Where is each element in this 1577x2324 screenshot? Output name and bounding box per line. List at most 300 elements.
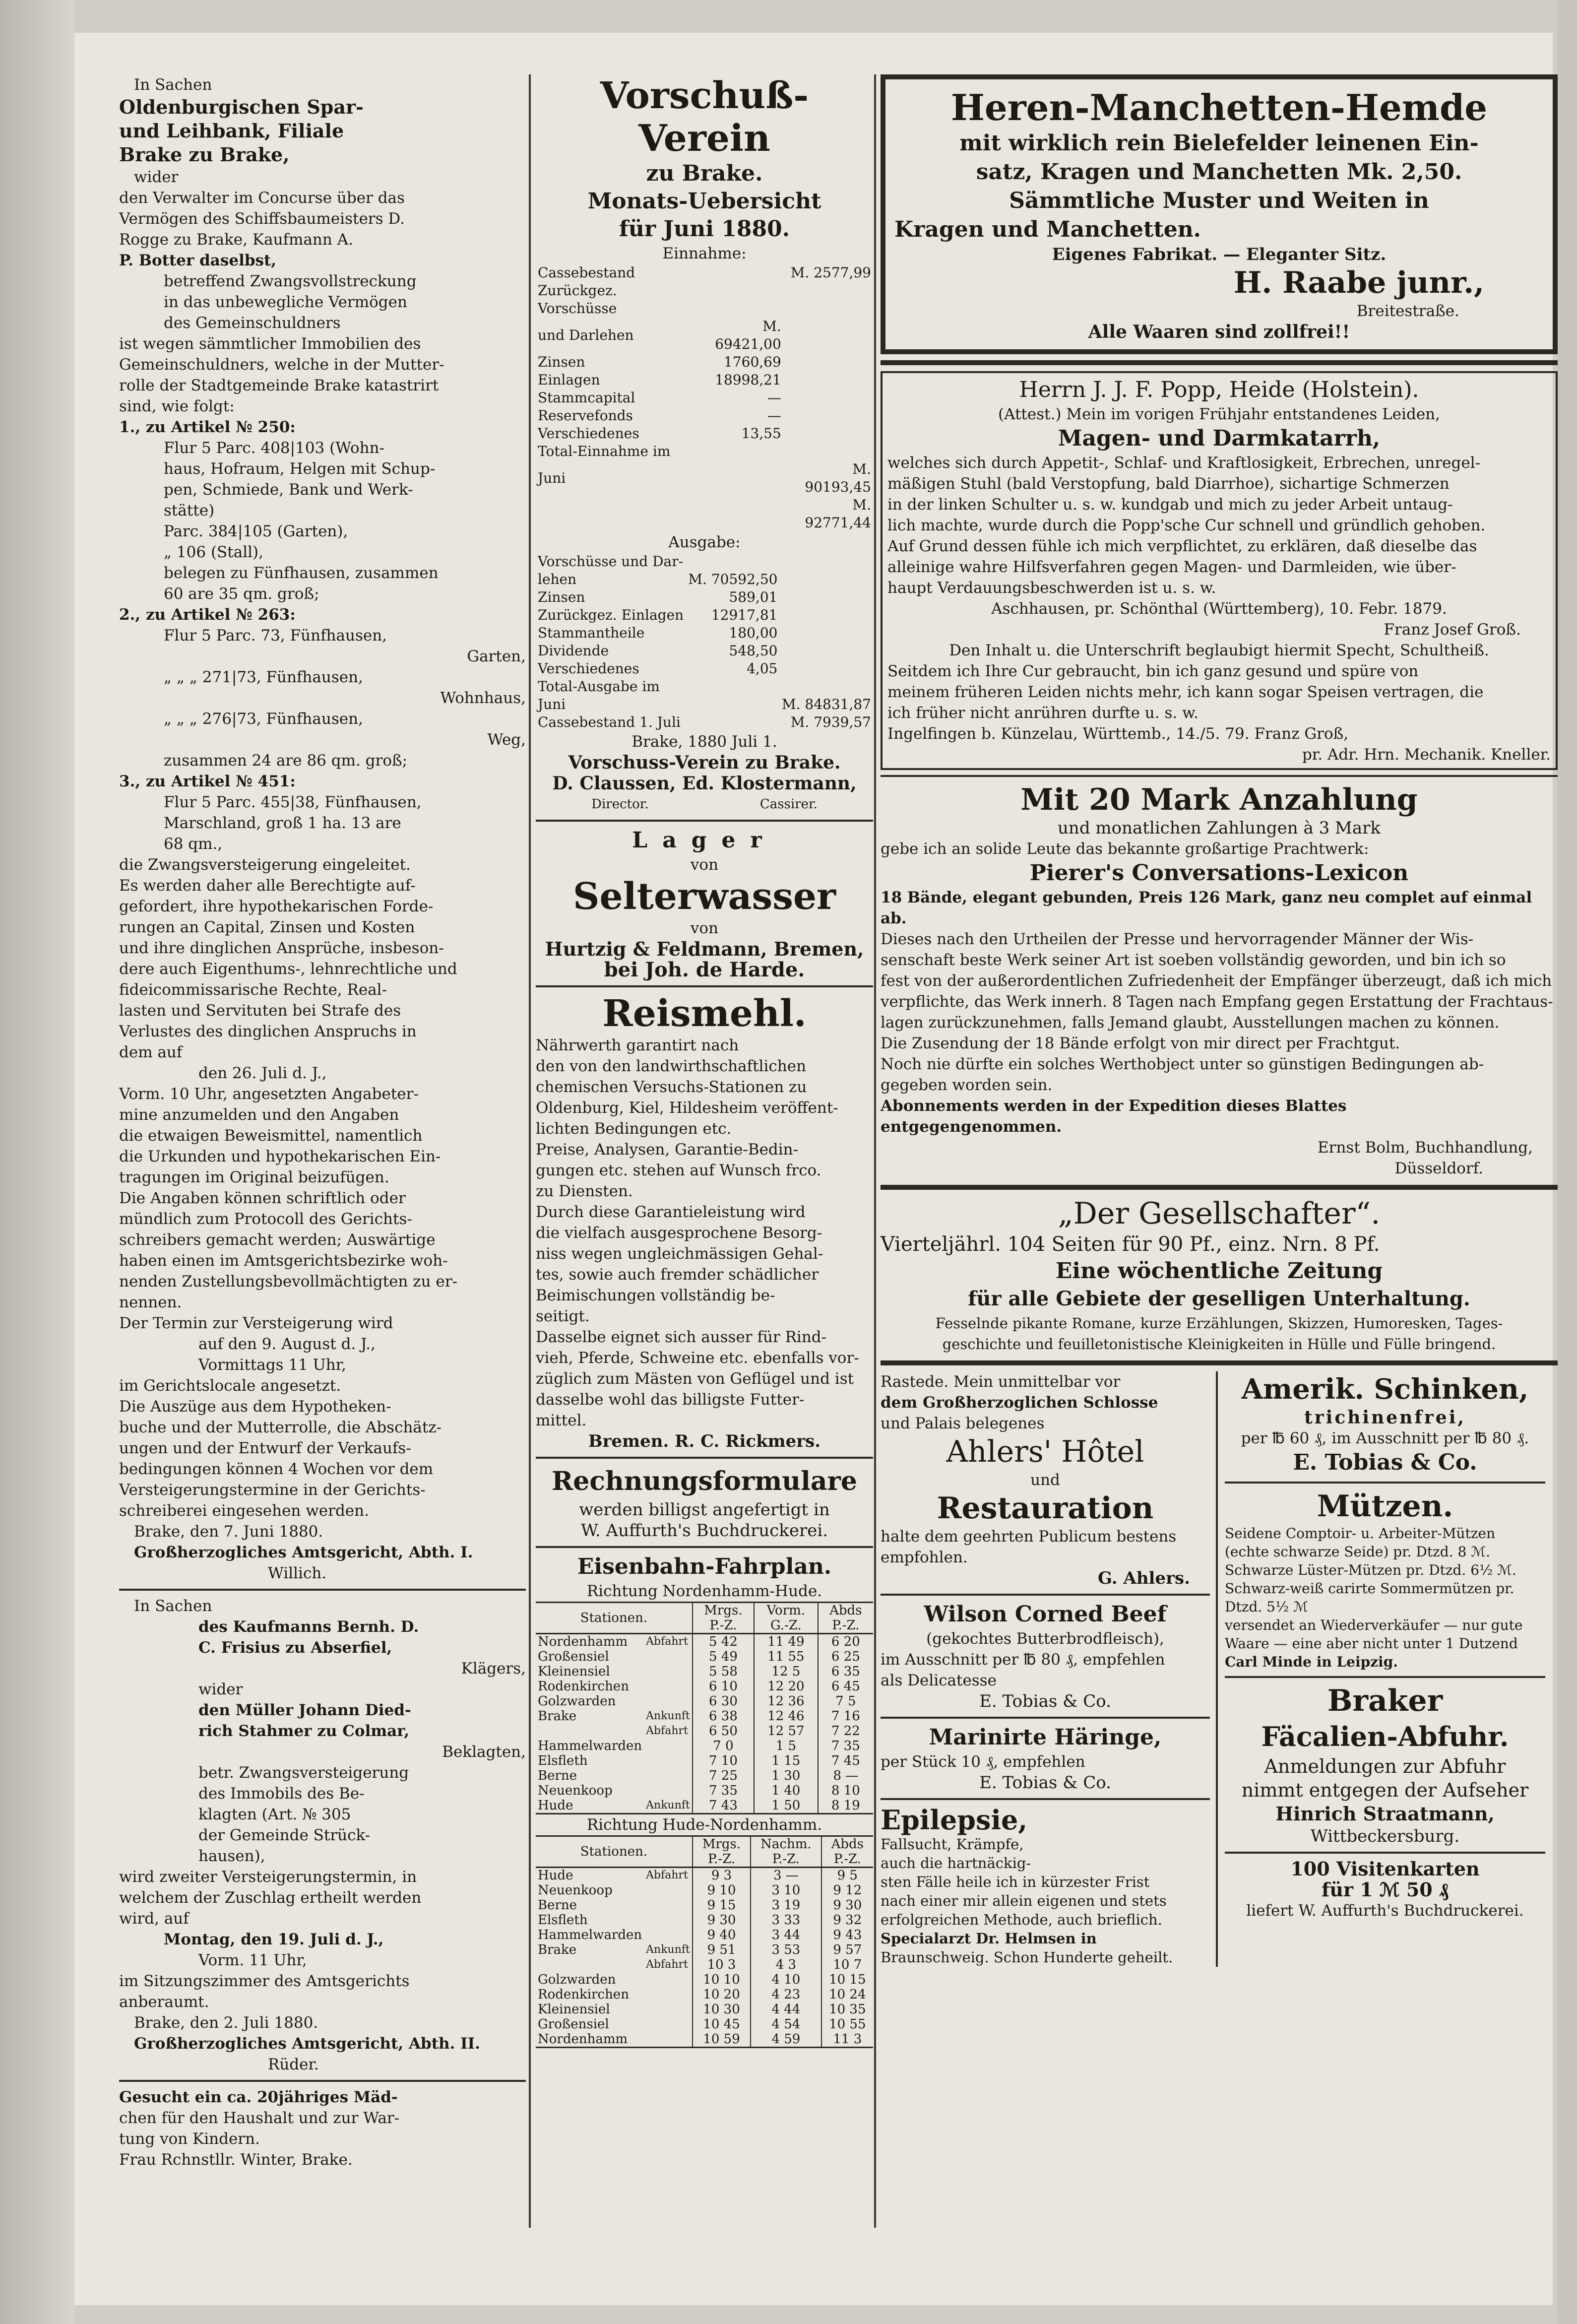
text-line: Specialarzt Dr. Helmsen in	[881, 1930, 1097, 1947]
text-line: Vorm. 11 Uhr,	[198, 1951, 307, 1969]
ad-visitenkarten	[1225, 1859, 1545, 1921]
vorschuss-verein-report	[536, 74, 873, 815]
account-amount	[694, 460, 783, 496]
timetable-row	[536, 1679, 873, 1694]
haeringe-sign: E. Tobias & Co.	[979, 1773, 1111, 1793]
arrival-departure: Ankunft	[646, 1710, 690, 1722]
text-line: Die Angaben können schriftlich oder	[119, 1189, 406, 1207]
text-line: P. Botter daselbst,	[119, 252, 277, 269]
train-time: 10 15	[821, 1972, 873, 1987]
station-name	[536, 1724, 644, 1739]
text-line: 3., zu Artikel № 451:	[119, 773, 296, 790]
train-time: 4 59	[751, 2032, 821, 2048]
timetable-hude-nordenhamm	[536, 1835, 873, 2048]
account-label: Cassebestand	[538, 264, 635, 281]
arrival-departure	[644, 1694, 693, 1709]
notice-oldenburgische-spar-leihbank	[119, 74, 526, 1584]
station-name: Elsfleth	[538, 1913, 588, 1928]
ad-selterwasser	[536, 827, 873, 980]
pierer-body	[881, 929, 1558, 1137]
text-line: fest von der außerordentlichen Zufriedenheit der Empfänger überzeugt, daß ich mich	[881, 972, 1552, 990]
station-name: Golzwarden	[538, 1694, 616, 1709]
text-line: „ „ „ 276|73, Fünfhausen,	[164, 710, 363, 728]
text-line: Abonnements werden in der Expedition dieses Blattes	[881, 1097, 1347, 1115]
text-line: Vermögen des Schiffsbaumeisters D.	[119, 210, 405, 228]
account-amount	[694, 282, 783, 318]
account-row	[536, 371, 873, 389]
text-line: Schwarze Lüster-Mützen pr. Dtzd. 6½ ℳ.	[1225, 1562, 1516, 1578]
text-line: Montag, den 19. Juli d. J.,	[164, 1931, 384, 1948]
hemde-line4: Kragen und Manchetten.	[894, 217, 1201, 242]
account-row	[536, 353, 873, 371]
train-time: 1 5	[754, 1739, 818, 1753]
account-amount: 12917,81	[711, 607, 778, 623]
account-row	[536, 571, 873, 588]
gesellschafter-line3: für alle Gebiete der geselligen Unterhaltung.	[968, 1287, 1470, 1310]
small-ads-right	[1218, 1371, 1545, 1967]
text-line: Marschland, groß 1 ha. 13 are	[164, 814, 401, 832]
reismehl-title: Reismehl.	[602, 992, 807, 1035]
popp-signature: Franz Josef Groß.	[1384, 621, 1521, 639]
text-line: gefordert, ihre hypothekarischen Forde-	[119, 898, 434, 915]
account-amount	[694, 443, 783, 460]
juni-heading: für Juni 1880.	[619, 216, 790, 242]
text-line: lichten Bedingungen etc.	[536, 1120, 732, 1138]
text-line: (echte schwarze Seide) pr. Dtzd. 8 ℳ.	[1225, 1544, 1491, 1560]
reismehl-text	[536, 1035, 873, 1431]
account-label: Zinsen	[538, 354, 585, 370]
popp-addr: pr. Adr. Hrn. Mechanik. Kneller.	[1302, 746, 1551, 764]
station-name: Golzwarden	[538, 1972, 616, 1987]
train-time: 7 22	[818, 1724, 873, 1739]
text-line: in der linken Schulter u. s. w. kundgab und mich zu jeder Arbeit untaug-	[887, 496, 1453, 514]
lager-heading: Lager	[632, 828, 777, 853]
text-line: Garten,	[467, 647, 526, 665]
station-name: Berne	[538, 1898, 577, 1913]
text-line: betreffend Zwangsvollstreckung	[164, 272, 417, 290]
train-time: 12 46	[754, 1709, 818, 1724]
text-line: nennen.	[119, 1293, 182, 1311]
wilson-line2: im Ausschnitt per ℔ 80 ₰, empfehlen	[881, 1651, 1165, 1669]
arrival-departure: Abfahrt	[646, 1958, 688, 1971]
account-amount	[779, 642, 873, 660]
faecal-line4: Wittbeckersburg.	[1310, 1826, 1460, 1846]
train-time: 7 5	[818, 1694, 873, 1709]
popp-beglaubigt: Den Inhalt u. die Unterschrift beglaubigt hiermit Specht, Schultheiß.	[949, 642, 1489, 659]
text-line: buche und der Mutterrolle, die Abschätz-	[119, 1419, 442, 1436]
timetable-row	[536, 1724, 873, 1739]
text-line: die Urkunden und hypothekarischen Ein-	[119, 1148, 441, 1165]
text-line: Noch nie dürfte ein solches Werthobject unter so günstigen Bedingungen ab-	[881, 1055, 1484, 1073]
train-time: 6 35	[818, 1664, 873, 1679]
fahrplan-title: Eisenbahn-Fahrplan.	[577, 1554, 832, 1579]
timetable-row	[536, 1942, 873, 1957]
timetable-row	[536, 2032, 873, 2048]
place-date: Brake, 1880 Juli 1.	[631, 733, 777, 751]
faecal-title: Braker	[1327, 1683, 1443, 1718]
station-name: Großensiel	[538, 2017, 609, 2032]
account-row	[536, 606, 873, 624]
text-line: wird zweiter Versteigerungstermin, in	[119, 1868, 417, 1886]
hurtzig-feldmann: Hurtzig & Feldmann, Bremen,	[545, 938, 864, 960]
text-line: im Sitzungszimmer des Amtsgerichts	[119, 1972, 410, 1990]
divider	[881, 1360, 1558, 1365]
text-line: Flur 5 Parc. 73, Fünfhausen,	[164, 627, 387, 645]
text-line: Weg,	[487, 731, 526, 749]
train-time: 5 49	[693, 1649, 754, 1664]
column-rule	[529, 74, 531, 2228]
timetable-row	[536, 1664, 873, 1679]
train-time: 9 10	[693, 1883, 751, 1898]
train-time: 12 57	[754, 1724, 818, 1739]
muetzen-title: Mützen.	[1317, 1489, 1453, 1524]
text-line: den 26. Juli d. J.,	[198, 1064, 327, 1082]
text-line: Klägers,	[461, 1660, 526, 1678]
station-name: Elsfleth	[538, 1753, 588, 1768]
station-name: Neuenkoop	[538, 1883, 613, 1898]
account-row	[536, 425, 873, 443]
train-time: 7 43	[693, 1798, 754, 1814]
text-line: Schwarz-weiß carirte Sommermützen pr.	[1225, 1580, 1514, 1597]
timetable-header-cell: Nachm. P.-Z.	[751, 1836, 821, 1868]
account-label	[536, 496, 694, 532]
text-line: Versteigerungstermine in der Gerichts-	[119, 1481, 426, 1499]
account-amount	[779, 553, 873, 571]
station-name: Brake	[538, 1942, 577, 1957]
ad-ahlers-hotel	[881, 1371, 1210, 1589]
train-time: 3 53	[751, 1942, 821, 1957]
timetable-row	[536, 1739, 873, 1753]
station-name: Rodenkirchen	[538, 1679, 629, 1694]
account-label: Cassebestand 1. Juli	[538, 714, 681, 730]
arrival-departure: Abfahrt	[646, 1725, 688, 1737]
account-amount: M. 70592,50	[688, 571, 778, 587]
train-time: 10 35	[821, 2002, 873, 2017]
train-time: 10 45	[693, 2017, 751, 2032]
divider	[1225, 1852, 1545, 1854]
text-line: Auf Grund dessen fühle ich mich verpflichtet, zu erklären, daß dieselbe das	[887, 537, 1477, 555]
train-time: 3 19	[751, 1898, 821, 1913]
account-amount	[783, 371, 873, 389]
text-line: pen, Schmiede, Bank und Werk-	[164, 481, 413, 499]
account-amount	[686, 696, 780, 713]
train-time: 7 25	[693, 1768, 754, 1783]
arrival-departure	[644, 1987, 693, 2002]
timetable-row	[536, 1928, 873, 1942]
hemde-line1: mit wirklich rein Bielefelder leinenen Ein-	[959, 130, 1479, 156]
ad-wilson-corned-beef	[881, 1601, 1210, 1712]
popp-place-date: Aschhausen, pr. Schönthal (Württemberg), 10. Febr. 1879.	[991, 600, 1447, 618]
text-line: ich früher nicht anrühren durfte u. s. w.	[887, 704, 1199, 722]
wilson-sign: E. Tobias & Co.	[979, 1691, 1111, 1711]
arrival-departure	[644, 1928, 693, 1942]
train-time: 10 7	[821, 1957, 873, 1972]
train-time: 6 38	[693, 1709, 754, 1724]
epilepsie-title: Epilepsie,	[881, 1804, 1028, 1836]
train-time: 10 10	[693, 1972, 751, 1987]
arrival-departure	[644, 1739, 693, 1753]
arrival-departure	[644, 1664, 693, 1679]
text-line: bedingungen können 4 Wochen vor dem	[119, 1460, 434, 1478]
account-label: Stammantheile	[538, 625, 645, 641]
account-amount	[783, 389, 873, 407]
timetable-header-cell: Stationen.	[536, 1603, 693, 1634]
hemde-title: Heren-Manchetten-Hemde	[950, 86, 1488, 129]
text-line: züglich zum Mästen von Geflügel und ist	[536, 1370, 854, 1388]
text-line: Carl Minde in Leipzig.	[1225, 1654, 1398, 1670]
text-line: Verlustes des dinglichen Anspruchs in	[119, 1023, 417, 1040]
text-line: den Verwalter im Concurse über das	[119, 189, 405, 207]
timetable-header	[536, 1603, 873, 1634]
account-label: Stammcapital	[538, 389, 635, 406]
account-label: Zurückgez. Vorschüsse	[538, 282, 617, 317]
train-time: 9 32	[821, 1913, 873, 1928]
station-name	[536, 1957, 644, 1972]
account-amount: —	[767, 389, 781, 406]
small-ads-left	[881, 1371, 1218, 1967]
text-line: Brake, den 2. Juli 1880.	[134, 2014, 318, 2032]
text-line: seitigt.	[536, 1307, 590, 1325]
ad-amerik-schinken	[1225, 1371, 1545, 1477]
account-row	[536, 407, 873, 425]
ahlers-sign: G. Ahlers.	[1097, 1568, 1190, 1588]
train-time: 6 10	[693, 1679, 754, 1694]
text-line: Dieses nach den Urtheilen der Presse und hervorragender Männer der Wis-	[881, 930, 1474, 948]
text-line: haus, Hofraum, Helgen mit Schup-	[164, 460, 436, 478]
text-line: Oldenburgischen Spar-	[119, 96, 364, 118]
text-line: dasselbe wohl das billigste Futter-	[536, 1391, 805, 1409]
account-amount	[779, 678, 873, 696]
text-line: gungen etc. stehen auf Wunsch frco.	[536, 1162, 821, 1179]
account-amount: 1760,69	[724, 354, 781, 370]
train-time: 6 45	[818, 1679, 873, 1694]
account-amount: 4,05	[747, 660, 778, 677]
text-line: Wohnhaus,	[440, 689, 526, 707]
train-time: 5 42	[693, 1634, 754, 1650]
text-line: tung von Kindern.	[119, 2130, 260, 2148]
train-time: 10 20	[693, 1987, 751, 2002]
account-label: Zurückgez. Einlagen	[538, 607, 684, 623]
train-time: 7 0	[693, 1739, 754, 1753]
text-line: tes, sowie auch fremder schädlicher	[536, 1266, 819, 1284]
account-amount: M. 92771,44	[805, 497, 871, 531]
ad-faecalien-abfuhr	[1225, 1683, 1545, 1847]
account-amount: M. 90193,45	[805, 461, 871, 495]
text-line: rungen an Capital, Zinsen und Kosten	[119, 918, 415, 936]
account-amount	[694, 264, 783, 282]
train-time: 6 50	[693, 1724, 754, 1739]
arrival-departure: Ankunft	[646, 1799, 690, 1811]
joh-de-harde: bei Joh. de Harde.	[604, 958, 805, 981]
train-time: 9 57	[821, 1942, 873, 1957]
text-line: Rogge zu Brake, Kaufmann A.	[119, 231, 353, 249]
visit-line1: 100 Visitenkarten	[1290, 1858, 1480, 1880]
text-line: Flur 5 Parc. 408|103 (Wohn-	[164, 439, 385, 457]
popp-attest-line: (Attest.) Mein im vorigen Frühjahr entstandenes Leiden,	[998, 405, 1440, 423]
divider	[881, 1594, 1210, 1596]
text-line: In Sachen	[134, 76, 212, 94]
pierer-line2: gebe ich an solide Leute das bekannte großartige Prachtwerk:	[881, 840, 1369, 858]
arrival-departure: Ankunft	[646, 1943, 690, 1956]
haeringe-line1: per Stück 10 ₰, empfehlen	[881, 1753, 1085, 1771]
text-line: Fallsucht, Krämpfe,	[881, 1836, 1024, 1853]
faecal-line3: Hinrich Straatmann,	[1275, 1803, 1495, 1825]
timetable-row	[536, 1987, 873, 2002]
account-label: Juni	[538, 470, 566, 486]
ahlers-line4: halte dem geehrten Publicum bestens	[881, 1528, 1177, 1546]
text-line: Rüder.	[268, 2056, 319, 2073]
divider	[119, 1589, 526, 1591]
ad-popp-attest	[881, 371, 1558, 770]
divider	[536, 985, 873, 987]
text-line: alleinige wahre Hilfsverfahren gegen Magen- und Darmleiden, wie über-	[887, 558, 1456, 576]
timetable-row	[536, 1868, 873, 1883]
arrival-departure	[644, 1913, 693, 1928]
train-time: 6 20	[818, 1634, 873, 1650]
eisenbahn-fahrplan	[536, 1553, 873, 2048]
wilson-title: Wilson Corned Beef	[924, 1602, 1167, 1627]
raabe-name: H. Raabe junr.,	[1233, 265, 1484, 300]
text-line: 68 qm.,	[164, 835, 223, 853]
station-name: Kleinensiel	[538, 1664, 610, 1679]
train-time: 1 30	[754, 1768, 818, 1783]
faecal-line2: nimmt entgegen der Aufseher	[1241, 1779, 1529, 1801]
timetable-row	[536, 1913, 873, 1928]
train-time: 10 59	[693, 2032, 751, 2048]
text-line: Seitdem ich Ihre Cur gebraucht, bin ich ganz gesund und spüre von	[887, 662, 1419, 680]
text-line: Willich.	[268, 1564, 327, 1582]
text-line: Dtzd. 5½ ℳ	[1225, 1599, 1308, 1615]
text-line: Flur 5 Parc. 455|38, Fünfhausen,	[164, 793, 422, 811]
account-label: und Darlehen	[538, 327, 634, 343]
wilson-line1: (gekochtes Butterbrodfleisch),	[926, 1630, 1164, 1648]
timetable-nordenhamm-hude	[536, 1602, 873, 1814]
train-time: 9 51	[693, 1942, 751, 1957]
vorschuss-signers: D. Claussen, Ed. Klostermann,	[552, 773, 857, 794]
gesellschafter-price: Vierteljährl. 104 Seiten für 90 Pf., einz. Nrn. 8 Pf.	[881, 1233, 1380, 1256]
gesellschafter-line2: Eine wöchentliche Zeitung	[1055, 1258, 1383, 1284]
train-time: 9 12	[821, 1883, 873, 1898]
popp-title: Herrn J. J. F. Popp, Heide (Holstein).	[1019, 377, 1419, 402]
text-line: ist wegen sämmtlicher Immobilien des	[119, 335, 421, 353]
arrival-departure	[644, 1883, 693, 1898]
account-amount	[783, 318, 873, 353]
schinken-sign: E. Tobias & Co.	[1293, 1450, 1477, 1475]
account-amount	[783, 353, 873, 371]
account-amount	[779, 624, 873, 642]
text-line: erfolgreichen Methode, auch brieflich.	[881, 1911, 1162, 1928]
ad-gesucht-maedchen	[119, 2087, 526, 2170]
visit-line2: für 1 ℳ 50 ₰	[1322, 1878, 1449, 1901]
account-amount	[783, 425, 873, 443]
text-line: fideicommissarische Rechte, Real-	[119, 981, 387, 999]
text-line: Beimischungen vollständig be-	[536, 1287, 775, 1304]
text-line: Dasselbe eignet sich ausser für Rind-	[536, 1328, 827, 1346]
text-line: Nährwerth garantirt nach	[536, 1036, 739, 1054]
raabe-street: Breitestraße.	[1356, 302, 1459, 320]
account-label: Reservefonds	[538, 407, 633, 424]
text-line: die Zwangsversteigerung eingeleitet.	[119, 856, 411, 874]
train-time: 9 3	[693, 1868, 751, 1883]
account-amount: M. 7939,57	[790, 714, 871, 730]
text-line: 1., zu Artikel № 250:	[119, 418, 296, 436]
account-amount	[779, 588, 873, 606]
signer-roles	[536, 794, 873, 815]
station-name: Nordenhamm	[538, 1634, 628, 1649]
train-time: 7 45	[818, 1753, 873, 1768]
text-line: wider	[198, 1680, 243, 1698]
timetable-row	[536, 1798, 873, 1814]
timetable-row	[536, 1883, 873, 1898]
station-name: Nordenhamm	[538, 2032, 628, 2047]
account-amount	[783, 443, 873, 460]
train-time: 1 15	[754, 1753, 818, 1768]
text-line: lich machte, wurde durch die Popp'sche Cur schnell und gründlich gehoben.	[887, 516, 1486, 534]
account-amount	[686, 553, 780, 571]
text-line: Gemeinschuldners, welche in der Mutter-	[119, 356, 444, 374]
rechnung-line2: W. Auffurth's Buchdruckerei.	[580, 1521, 828, 1541]
column-left	[119, 74, 526, 2170]
train-time: 8 19	[818, 1798, 873, 1814]
text-line: versendet an Wiederverkäufer — nur gute	[1225, 1617, 1523, 1633]
arrival-departure	[644, 2017, 693, 2032]
schinken-line1: trichinenfrei,	[1304, 1407, 1466, 1428]
text-line: anberaumt.	[119, 1993, 209, 2011]
ad-muetzen	[1225, 1488, 1545, 1671]
text-line: auf den 9. August d. J.,	[198, 1335, 376, 1353]
account-row	[536, 696, 873, 713]
text-line: mündlich zum Protocoll des Gerichts-	[119, 1210, 412, 1228]
train-time: 7 16	[818, 1709, 873, 1724]
account-label: lehen	[538, 571, 577, 587]
text-line: Frau Rchnstllr. Winter, Brake.	[119, 2151, 353, 2169]
text-line: nach einer mir allein eigenen und stets	[881, 1892, 1167, 1909]
text-line: stätte)	[164, 502, 215, 519]
timetable-row	[536, 1768, 873, 1783]
train-time: 3 33	[751, 1913, 821, 1928]
text-line: des Gemeinschuldners	[164, 314, 341, 332]
account-amount	[783, 282, 873, 318]
train-time: 9 43	[821, 1928, 873, 1942]
haeringe-title: Marinirte Häringe,	[929, 1725, 1162, 1750]
train-time: 3 44	[751, 1928, 821, 1942]
train-time: 9 5	[821, 1868, 873, 1883]
timetable-row	[536, 1649, 873, 1664]
station-name: Großensiel	[538, 1649, 609, 1664]
arrival-departure	[644, 1972, 693, 1987]
account-row	[536, 624, 873, 642]
text-line: 60 are 35 qm. groß;	[164, 585, 319, 603]
popp-place-2: Ingelfingen b. Künzelau, Württemb., 14./5. 79. Franz Groß,	[887, 725, 1349, 743]
account-amount: M. 69421,00	[715, 318, 781, 352]
account-row	[536, 460, 873, 496]
text-line: rich Stahmer zu Colmar,	[198, 1722, 410, 1740]
train-time: 8 —	[818, 1768, 873, 1783]
reismehl-sign: Bremen. R. C. Rickmers.	[588, 1431, 821, 1451]
text-line: des Immobils des Be-	[198, 1785, 365, 1803]
book-spine	[0, 0, 74, 2324]
train-time: 10 30	[693, 2002, 751, 2017]
account-label: Verschiedenes	[538, 660, 639, 677]
train-time: 4 10	[751, 1972, 821, 1987]
role-director: Director.	[591, 797, 649, 812]
train-time: 4 54	[751, 2017, 821, 2032]
account-amount	[779, 606, 873, 624]
text-line: verpflichte, das Werk innerh. 8 Tagen nach Empfang gegen Erstattung der Frachtaus-	[881, 993, 1553, 1011]
arrival-departure	[644, 2032, 693, 2048]
timetable-header-cell: Abds P.-Z.	[818, 1603, 873, 1634]
account-row	[536, 553, 873, 571]
